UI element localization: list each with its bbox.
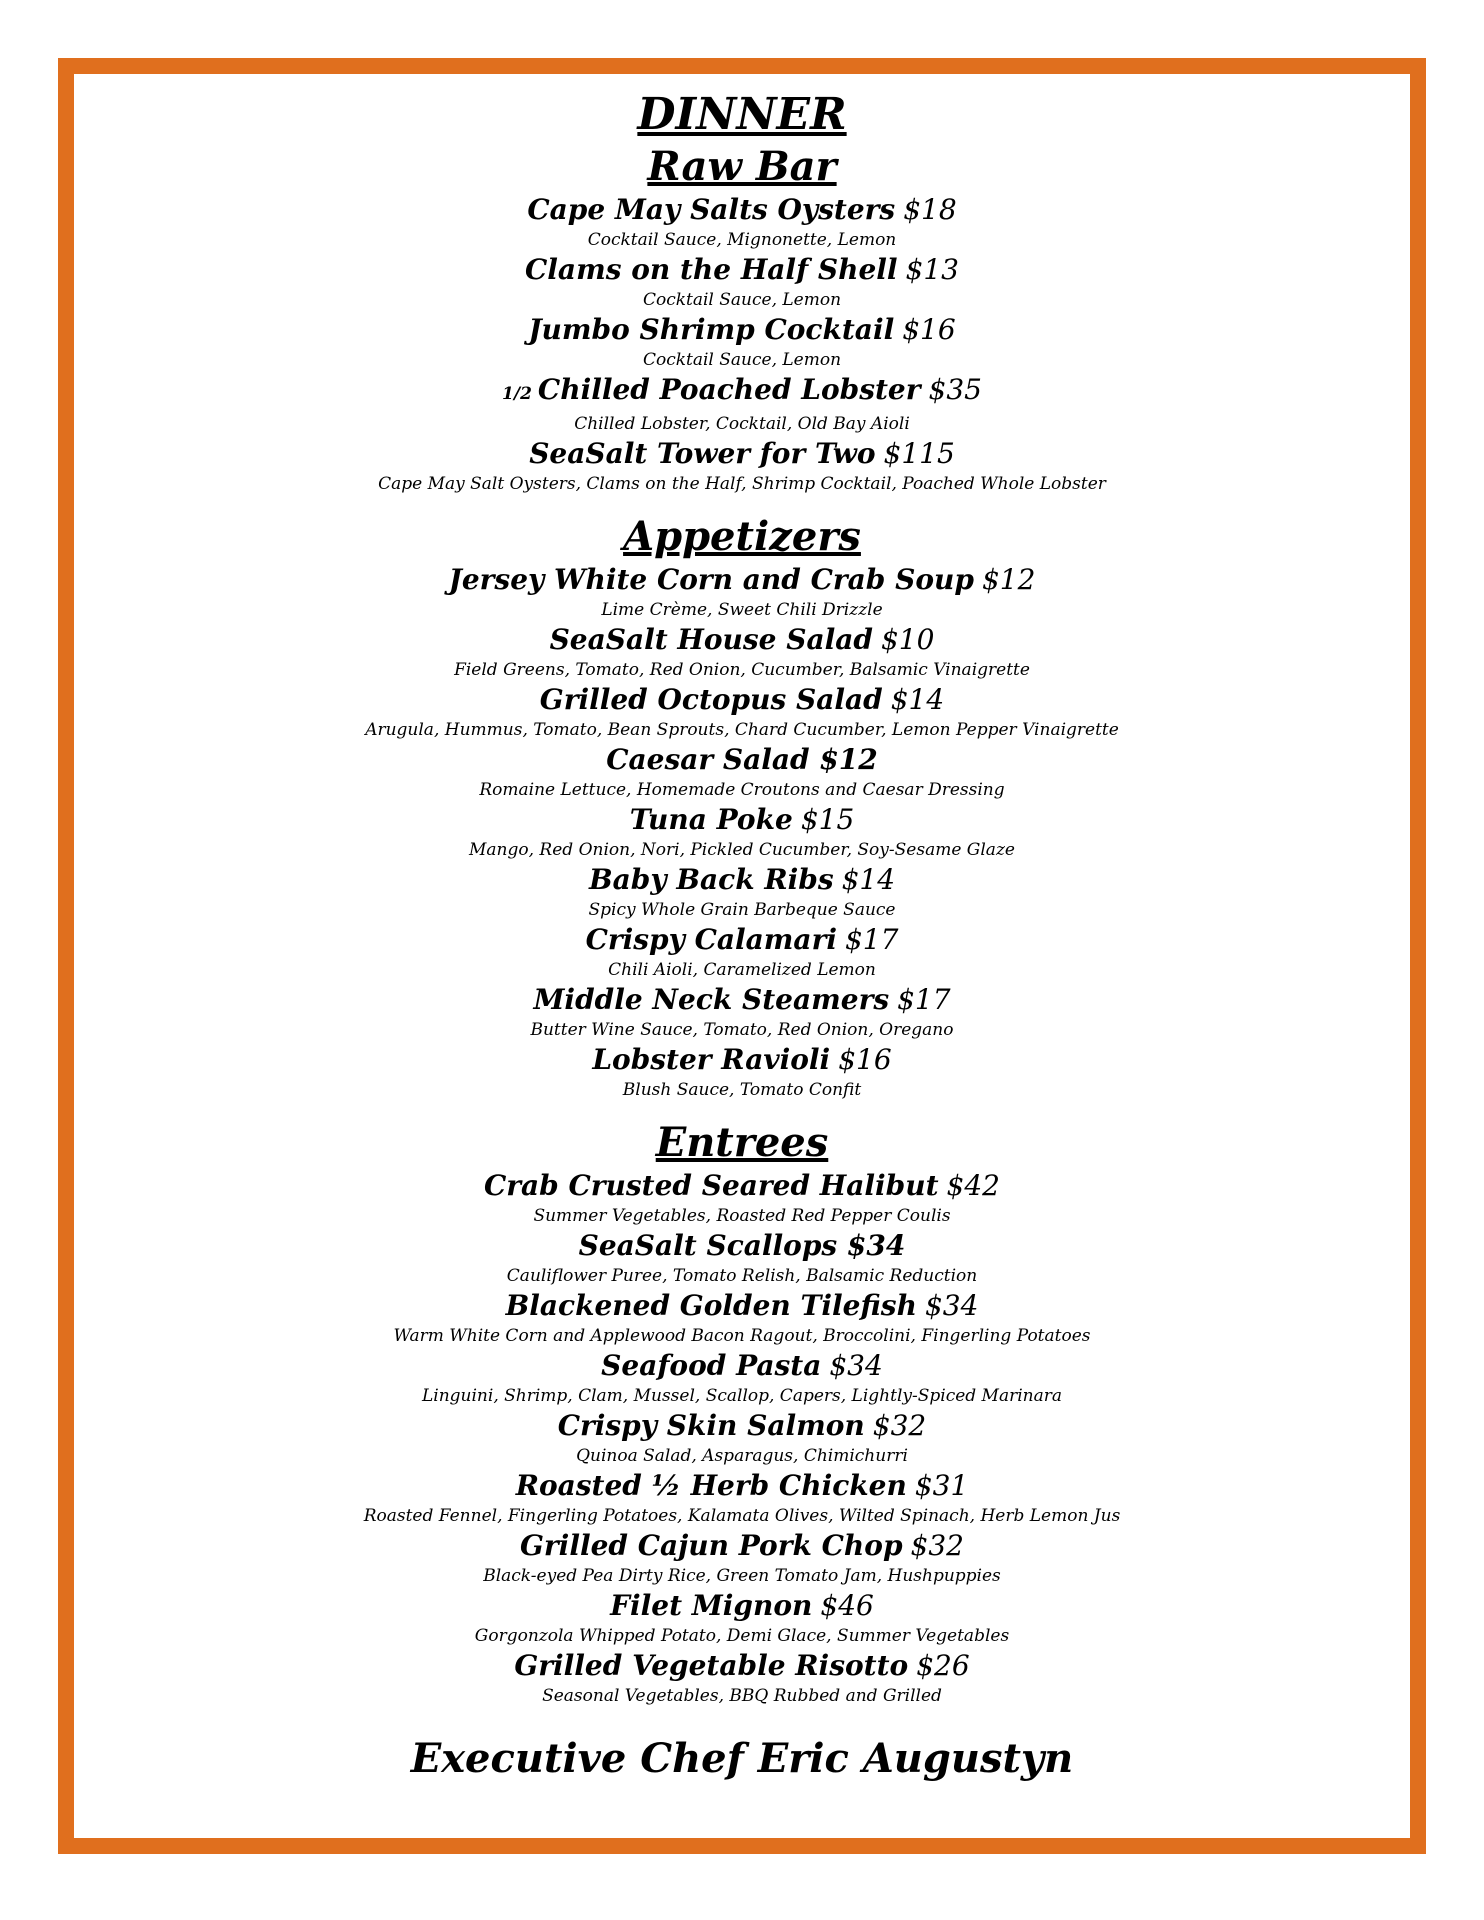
item-line [74,436,1410,472]
item-description: Chili Aioli, Caramelized Lemon [608,960,876,980]
menu-item [74,1348,1410,1408]
menu-section [74,1118,1410,1708]
item-line [74,1408,1410,1444]
item-description: Mango, Red Onion, Nori, Pickled Cucumber, Soy-Sesame Glaze [469,840,1015,860]
item-name: Baby Back Ribs [588,863,834,896]
menu-item [74,1468,1410,1528]
chef-credit: Executive Chef Eric Augustyn [410,1735,1074,1782]
item-description: Romaine Lettuce, Homemade Croutons and Caesar Dressing [479,780,1005,800]
item-name: Crispy Skin Salmon [557,1409,865,1442]
item-line [74,1228,1410,1264]
item-description: Seasonal Vegetables, BBQ Rubbed and Grilled [542,1686,942,1706]
item-line [74,1168,1410,1204]
item-description: Blush Sauce, Tomato Confit [622,1080,862,1100]
item-description: Summer Vegetables, Roasted Red Pepper Coulis [533,1206,951,1226]
menu-item [74,1168,1410,1228]
page-title: DINNER [637,89,847,140]
menu-item [74,922,1410,982]
item-line [74,622,1410,658]
menu-item [74,312,1410,372]
menu-item [74,1228,1410,1288]
item-name: SeaSalt House Salad [549,623,873,656]
item-description: Lime Crème, Sweet Chili Drizzle [601,600,883,620]
item-name: Cape May Salts Oysters [527,193,896,226]
menu-item [74,372,1410,436]
item-price: $31 [914,1469,969,1502]
section-title: Entrees [655,1119,829,1166]
item-line [74,1042,1410,1078]
item-price: $115 [883,437,955,470]
item-description: Spicy Whole Grain Barbeque Sauce [588,900,896,920]
item-price: $46 [820,1589,874,1622]
item-description: Field Greens, Tomato, Red Onion, Cucumber, Balsamic Vinaigrette [454,660,1030,680]
item-name: Filet Mignon [610,1589,813,1622]
menu-item [74,1528,1410,1588]
item-price: $16 [838,1043,892,1076]
item-description: Cape May Salt Oysters, Clams on the Half, Shrimp Cocktail, Poached Whole Lobster [378,474,1106,494]
item-price: $14 [890,683,945,716]
item-name: Crispy Calamari [585,923,837,956]
item-line [74,312,1410,348]
item-price: $32 [910,1529,964,1562]
menu-item [74,862,1410,922]
item-price: $12 [981,563,1036,596]
item-description: Butter Wine Sauce, Tomato, Red Onion, Oregano [530,1020,954,1040]
item-line [74,1648,1410,1684]
item-line [74,682,1410,718]
item-line [74,922,1410,958]
menu-item [74,436,1410,496]
item-line [74,802,1410,838]
item-price: $10 [880,623,935,656]
item-line [74,1468,1410,1504]
item-description: Quinoa Salad, Asparagus, Chimichurri [576,1446,908,1466]
item-price: $35 [928,373,982,406]
menu-sections [74,142,1410,1708]
item-name: SeaSalt Scallops $34 [578,1229,906,1262]
menu-item [74,1648,1410,1708]
menu-content [74,88,1410,1784]
item-line [74,1588,1410,1624]
menu-item [74,1288,1410,1348]
menu-item [74,252,1410,312]
item-name: Tuna Poke [629,803,793,836]
item-name: Jersey White Corn and Crab Soup [448,563,974,596]
item-portion: 1/2 [502,384,532,404]
item-name: Chilled Poached Lobster [537,373,921,406]
menu-item [74,1042,1410,1102]
item-line [74,742,1410,778]
item-line [74,1288,1410,1324]
item-description: Arugula, Hummus, Tomato, Bean Sprouts, Chard Cucumber, Lemon Pepper Vinaigrette [365,720,1119,740]
item-price: $18 [903,193,957,226]
item-name: Jumbo Shrimp Cocktail [528,313,895,346]
item-line [74,252,1410,288]
item-description: Cocktail Sauce, Lemon [642,350,842,370]
item-line [74,562,1410,598]
item-name: Seafood Pasta [601,1349,822,1382]
item-price: $13 [905,253,959,286]
menu-item [74,1588,1410,1648]
item-line [74,1528,1410,1564]
item-description: Cocktail Sauce, Mignonette, Lemon [587,230,897,250]
item-name: Roasted ½ Herb Chicken [515,1469,907,1502]
menu-section [74,512,1410,1102]
item-name: Clams on the Half Shell [525,253,898,286]
item-line [74,192,1410,228]
item-price: $14 [841,863,896,896]
item-price: $17 [844,923,899,956]
item-name: Lobster Ravioli [592,1043,831,1076]
item-price: $32 [872,1409,927,1442]
item-line [74,982,1410,1018]
menu-item [74,622,1410,682]
item-description: Roasted Fennel, Fingerling Potatoes, Kalamata Olives, Wilted Spinach, Herb Lemon Jus [363,1506,1121,1526]
item-name: Grilled Cajun Pork Chop [520,1529,903,1562]
item-name: Crab Crusted Seared Halibut [483,1169,939,1202]
item-price: $34 [829,1349,883,1382]
item-price: $42 [946,1169,1000,1202]
menu-item [74,802,1410,862]
menu-item [74,1408,1410,1468]
menu-section [74,142,1410,496]
item-name: Middle Neck Steamers [533,983,890,1016]
item-line [74,372,1410,412]
item-description: Black-eyed Pea Dirty Rice, Green Tomato Jam, Hushpuppies [483,1566,1001,1586]
item-price: $17 [897,983,951,1016]
item-description: Warm White Corn and Applewood Bacon Ragout, Broccolini, Fingerling Potatoes [393,1326,1091,1346]
item-price: $34 [924,1289,979,1322]
section-title: Raw Bar [647,143,837,190]
menu-item [74,982,1410,1042]
item-price: $26 [916,1649,970,1682]
item-line [74,1348,1410,1384]
menu-item [74,742,1410,802]
item-description: Chilled Lobster, Cocktail, Old Bay Aioli [574,414,910,434]
item-description: Gorgonzola Whipped Potato, Demi Glace, Summer Vegetables [474,1626,1010,1646]
item-name: Caesar Salad $12 [606,743,878,776]
item-name: Grilled Octopus Salad [539,683,883,716]
menu-item [74,682,1410,742]
item-name: Grilled Vegetable Risotto [514,1649,909,1682]
menu-frame [58,58,1426,1854]
menu-item [74,562,1410,622]
item-price: $16 [902,313,956,346]
item-description: Cauliflower Puree, Tomato Relish, Balsamic Reduction [506,1266,978,1286]
item-description: Linguini, Shrimp, Clam, Mussel, Scallop, Capers, Lightly-Spiced Marinara [421,1386,1063,1406]
item-line [74,862,1410,898]
item-name: Blackened Golden Tilefish [505,1289,917,1322]
section-title: Appetizers [623,513,861,560]
menu-item [74,192,1410,252]
item-description: Cocktail Sauce, Lemon [642,290,842,310]
item-name: SeaSalt Tower for Two [529,437,876,470]
item-price: $15 [800,803,855,836]
